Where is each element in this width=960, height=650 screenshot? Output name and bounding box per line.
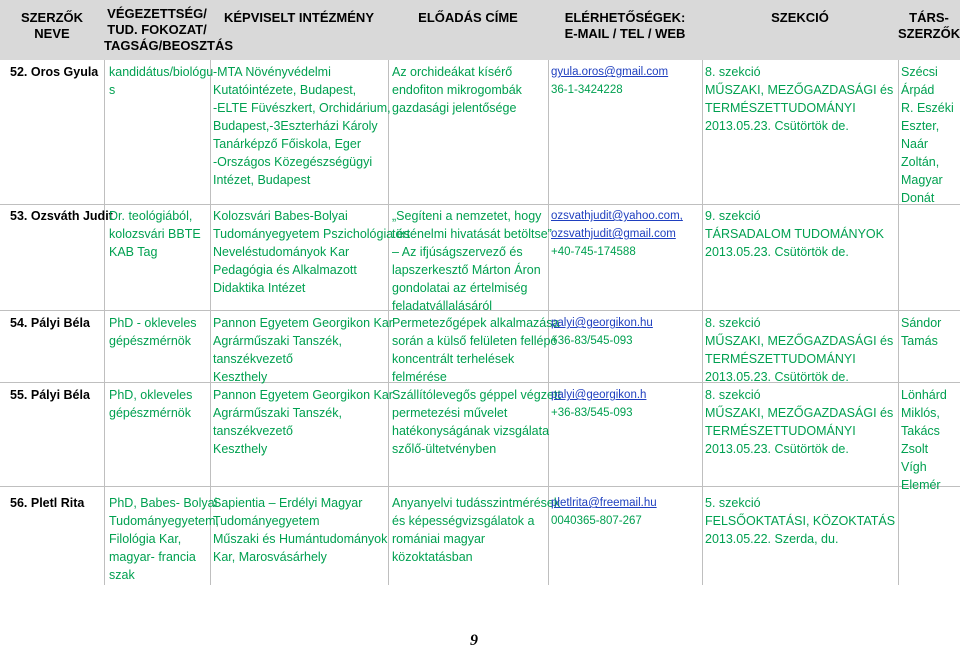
institution: Sapientia – Erdélyi Magyar Tudományegyetem Műszaki és Humántudományok Kar, Marosvásárhely [213,496,388,564]
section: 8. szekció MŰSZAKI, MEZŐGAZDASÁGI és TERMÉSZETTUDOMÁNYI 2013.05.23. Csütörtök de. [705,65,894,133]
header-contact [548,10,702,42]
author-name: 52. Oros Gyula [10,65,99,79]
email-link[interactable]: palyi@georgikon.hu [551,317,653,329]
contact: ozsvathjudit@yahoo.com, ozsvathjudit@gmail.com +40-745-174588 [551,207,683,261]
header-title [388,10,548,26]
header-text: SZEKCIÓ [771,10,829,25]
institution: Pannon Egyetem Georgikon Kar Agrárműszaki Tanszék, tanszékvezető Keszthely [213,388,393,456]
header-text: TAGSÁG/BEOSZTÁS [104,38,234,53]
degree: Dr. teológiából, kolozsvári BBTE KAB Tag [109,209,201,259]
degree: PhD - okleveles gépészmérnök [109,316,197,348]
row-divider [0,486,960,487]
header-text: NEVE [34,26,70,41]
talk-title: „Segíteni a nemzetet, hogy történelmi hivatását betöltse” – Az ifjúságszervező és lapszerkesztő Márton Áron gondolatai az értelmiség feladatvállalásáról [392,209,552,313]
email-link[interactable]: gyula.oros@gmail.com [551,66,669,78]
section: 5. szekció FELSŐOKTATÁSI, KÖZOKTATÁS 2013.05.22. Szerda, du. [705,496,896,546]
section: 8. szekció MŰSZAKI, MEZŐGAZDASÁGI és TERMÉSZETTUDOMÁNYI 2013.05.23. Csütörtök de. [705,316,894,384]
header-degree [104,6,234,54]
contact: gyula.oros@gmail.com 36-1-3424228 [551,63,668,99]
header-institution [210,10,388,26]
author-name: 54. Pályi Béla [10,316,90,330]
institution: Pannon Egyetem Georgikon Kar Agrárműszaki Tanszék, tanszékvezető Keszthely [213,316,393,384]
institution: Kolozsvári Babes-Bolyai Tudományegyetem Pszichológia és Neveléstudományok Kar Pedagógia és Alkalmazott Didaktika Intézet [213,209,410,295]
header-text: VÉGEZETTSÉG/ [107,6,207,21]
coauthors: Szécsi Árpád R. Eszéki Eszter, Naár Zoltán, Magyar Donát [901,65,954,205]
email-link[interactable]: pletlrita@freemail.hu [551,497,657,509]
email-link[interactable]: palyi@georgikon.h [551,389,647,401]
author-name: 53. Ozsváth Judit [10,209,113,223]
email-link[interactable]: ozsvathjudit@gmail.com [551,228,676,240]
header-text: E-MAIL / TEL / WEB [564,26,686,41]
header-text: ELÉRHETŐSÉGEK: [564,10,686,25]
header-text: KÉPVISELT INTÉZMÉNY [224,10,374,25]
row-divider [0,204,960,205]
header-text: ELŐADÁS CÍME [418,10,518,25]
column-divider [104,60,105,585]
contact: pletlrita@freemail.hu 0040365-807-267 [551,494,657,530]
contact: palyi@georgikon.h +36-83/545-093 [551,386,646,422]
talk-title: Az orchideákat kísérő endofiton mikrogombák gazdasági jelentősége [392,65,522,115]
talk-title: Szállítólevegős géppel végzett permetezési művelet hatékonyságának vizsgálata szőlő-ültetvényben [392,388,561,456]
email-link[interactable]: ozsvathjudit@yahoo.com, [551,210,683,222]
header-text: SZERZŐK [898,26,960,41]
header-text: TÁRS- [909,10,949,25]
section: 8. szekció MŰSZAKI, MEZŐGAZDASÁGI és TERMÉSZETTUDOMÁNYI 2013.05.23. Csütörtök de. [705,388,894,456]
degree: PhD, Babes- Bolyai Tudományegyetem, Filológia Kar, magyar- francia szak [109,496,220,582]
degree: PhD, okleveles gépészmérnök [109,388,193,420]
author-name: 56. Pletl Rita [10,496,85,510]
header-text: SZERZŐK [20,10,84,25]
institution: -MTA Növényvédelmi Kutatóintézete, Budapest, -ELTE Füvészkert, Orchidárium, Budapest,-3Eszterházi Károly Tanárképző Főiskola, Eger -Országos Közegészségügyi Intézet, Budapest [213,65,391,187]
header-text: TUD. FOKOZAT/ [107,22,207,37]
column-divider [702,60,703,585]
contact: palyi@georgikon.hu +36-83/545-093 [551,314,653,350]
talk-title: Permetezőgépek alkalmazása során a külső felületen fellépő koncentrált terhelések felmérése [392,316,560,384]
talk-title: Anyanyelvi tudásszintmérések és képességvizsgálatok a romániai magyar közoktatásban [392,496,561,564]
header-authors [0,10,104,42]
coauthors: Lönhárd Miklós, Takács Zsolt Vígh Elemér [901,388,947,492]
column-divider [898,60,899,585]
table-header [0,0,960,60]
page-number: 9 [470,632,478,649]
header-section [702,10,898,26]
header-coauthors [898,10,960,42]
coauthors: Sándor Tamás [901,316,942,348]
section: 9. szekció TÁRSADALOM TUDOMÁNYOK 2013.05.23. Csütörtök de. [705,209,884,259]
author-name: 55. Pályi Béla [10,388,90,402]
degree: kandidátus/biológu s [109,65,214,97]
